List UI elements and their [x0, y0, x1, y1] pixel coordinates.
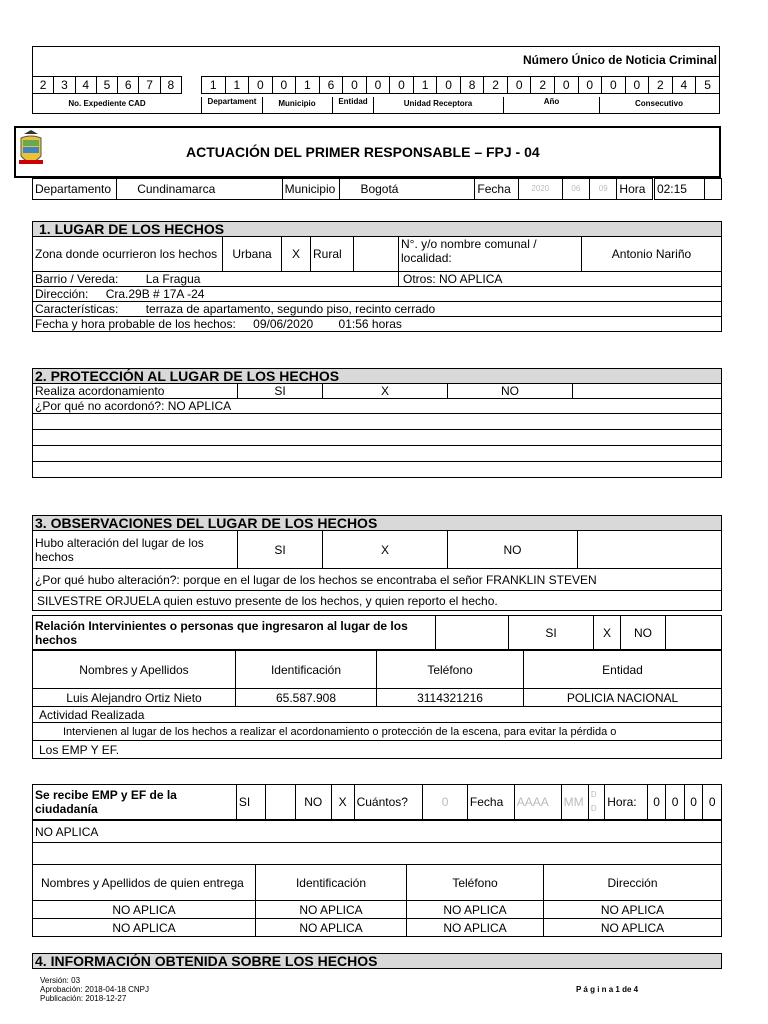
relacion-no: NO: [621, 616, 666, 650]
hora-label: Hora: [617, 179, 654, 200]
digit-a-6: 7: [139, 77, 160, 94]
caracteristicas-value: terraza de apartamento, segundo piso, recinto cerrado: [145, 302, 436, 316]
digit-b-18: 0: [602, 77, 626, 94]
footer-pagina: P á g i n a 1 de 4: [576, 985, 639, 994]
urbana-label: Urbana: [223, 237, 282, 272]
emp-col-direccion: Dirección: [544, 865, 722, 901]
emp-r1-telefono: NO APLICA: [407, 901, 544, 919]
digit-b-1: 1: [202, 77, 226, 94]
relacion-label: Relación Intervinientes o personas que ingresaron al lugar de los hechos: [33, 616, 436, 650]
relacion-mark: X: [594, 616, 621, 650]
direccion-value: Cra.29B # 17A -24: [105, 287, 205, 301]
caracteristicas-label: Características:: [35, 302, 119, 316]
emp-mm: MM: [561, 785, 588, 820]
caracteristicas-cell: [33, 302, 722, 317]
digit-a-1: 2: [33, 77, 54, 94]
section-4: [32, 953, 722, 969]
emp-r1-identificacion: NO APLICA: [256, 901, 407, 919]
digit-a-5: 6: [118, 77, 139, 94]
emp-row: [32, 784, 722, 820]
digit-b-16: 0: [554, 77, 578, 94]
acordonamiento-extra: [573, 384, 722, 399]
label-unidad: Unidad Receptora: [403, 99, 473, 108]
digit-b-11: 0: [437, 77, 461, 94]
emp-label: Se recibe EMP y EF de la ciudadanía: [33, 785, 237, 820]
cell-nombre: Luis Alejandro Ortiz Nieto: [33, 689, 236, 707]
hora-value: 02:15: [653, 179, 704, 200]
digits-b: [201, 76, 720, 94]
digit-a-7: 8: [160, 77, 181, 94]
fecha-hechos-cell: [33, 317, 722, 332]
digit-b-10: 1: [413, 77, 437, 94]
emp-cuantos-value: 0: [423, 785, 468, 820]
direccion-cell: [33, 287, 722, 302]
acordonamiento-si: SI: [238, 384, 323, 399]
municipio-label: Municipio: [282, 179, 340, 200]
relacion-extra: [666, 616, 722, 650]
alteracion-si: SI: [238, 531, 323, 569]
fecha-month: 06: [562, 179, 589, 200]
label-municipio: Municipio: [278, 99, 316, 108]
relacion-blank: [436, 616, 509, 650]
label-expediente: No. Expediente CAD: [68, 99, 146, 108]
label-consecutivo: Consecutivo: [634, 99, 683, 108]
actividad-label: Actividad Realizada: [33, 707, 722, 723]
digit-b-17: 0: [578, 77, 602, 94]
digit-b-8: 0: [366, 77, 390, 94]
footer-version: Versión: 03: [40, 976, 81, 985]
emp-si-box: [266, 785, 295, 820]
emp-hora: Hora:: [605, 785, 648, 820]
section-3-title: 3. OBSERVACIONES DEL LUGAR DE LOS HECHOS: [33, 516, 722, 531]
emp-no-aplica: NO APLICA: [33, 821, 722, 843]
digit-b-7: 0: [343, 77, 367, 94]
digits-a: [32, 76, 182, 94]
digit-b-2: 1: [225, 77, 249, 94]
acordonamiento-label: Realiza acordonamiento: [33, 384, 238, 399]
section-1-title: 1. LUGAR DE LOS HECHOS: [33, 222, 722, 237]
emp-blank: [33, 843, 722, 865]
label-anio: Año: [503, 97, 600, 113]
comunal-label: N°. y/o nombre comunal / localidad:: [399, 237, 582, 271]
fecha-hechos-label: Fecha y hora probable de los hechos:: [35, 317, 236, 331]
digit-b-14: 0: [507, 77, 531, 94]
fecha-label: Fecha: [475, 179, 519, 200]
actividad-line-2: Los EMP Y EF.: [33, 741, 722, 759]
emp-fecha: Fecha: [467, 785, 514, 820]
emp-hora-d4: 0: [703, 785, 722, 820]
barrio-value: La Fragua: [145, 272, 201, 286]
footer-aprobacion: Aprobación: 2018-04-18 CNPJ: [40, 985, 149, 994]
col-telefono: Teléfono: [377, 651, 524, 689]
digit-b-12: 8: [460, 77, 484, 94]
emp-col-telefono: Teléfono: [407, 865, 544, 901]
section-2-title: 2. PROTECCIÓN AL LUGAR DE LOS HECHOS: [33, 369, 722, 384]
cell-entidad: POLICIA NACIONAL: [524, 689, 722, 707]
blank-line-3: [33, 446, 722, 462]
departamento-label: Departamento: [33, 179, 117, 200]
emp-hora-d3: 0: [684, 785, 703, 820]
emp-mark: X: [331, 785, 354, 820]
direccion-label: Dirección:: [35, 287, 89, 301]
coat-of-arms-icon: [16, 128, 46, 172]
alteracion-label: Hubo alteración del lugar de los hechos: [33, 531, 238, 569]
cell-identificacion: 65.587.908: [236, 689, 377, 707]
comunal-value: Antonio Nariño: [611, 247, 692, 261]
digit-b-19: 0: [625, 77, 649, 94]
digit-a-4: 5: [96, 77, 117, 94]
emp-r2-direccion: NO APLICA: [544, 919, 722, 937]
emp-si: SI: [236, 785, 265, 820]
rural-label: Rural: [311, 237, 354, 272]
digit-b-21: 4: [672, 77, 696, 94]
emp-col-identificacion: Identificación: [256, 865, 407, 901]
label-entidad: Entidad: [332, 97, 374, 113]
emp-detail: [32, 820, 722, 937]
section-1: [32, 221, 722, 332]
zona-label: Zona donde ocurrieron los hechos: [33, 237, 223, 272]
blank-line-2: [33, 430, 722, 446]
digit-b-5: 1: [296, 77, 320, 94]
relacion-si: SI: [509, 616, 594, 650]
alteracion-no: NO: [448, 531, 578, 569]
relacion-row: [32, 615, 722, 650]
digit-b-15: 2: [531, 77, 555, 94]
cell-telefono: 3114321216: [377, 689, 524, 707]
section-3: [32, 515, 722, 611]
alteracion-mark: X: [323, 531, 448, 569]
fecha-day: 09: [590, 179, 617, 200]
digit-b-22: 5: [696, 77, 720, 94]
fecha-hechos-value: 09/06/2020: [253, 317, 314, 331]
porque-alteracion-1: ¿Por qué hubo alteración?: porque en el lugar de los hechos se encontraba el señor FRANKLIN STEVEN: [33, 569, 722, 591]
actividad-line-1: Intervienen al lugar de los hechos a realizar el acordonamiento o protección de la escena, para evitar la pérdida o: [33, 723, 722, 741]
emp-hora-d2: 0: [666, 785, 685, 820]
digit-a-3: 4: [75, 77, 96, 94]
digit-b-20: 2: [649, 77, 673, 94]
departamento-value: Cundinamarca: [117, 179, 282, 200]
digit-b-9: 0: [390, 77, 414, 94]
col-identificacion: Identificación: [236, 651, 377, 689]
digit-b-6: 6: [319, 77, 343, 94]
hora-extra: [704, 179, 721, 200]
hora-hechos-value: 01:56 horas: [338, 317, 402, 331]
footer-publicacion: Publicación: 2018-12-27: [40, 994, 127, 1003]
barrio-label: Barrio / Vereda:: [35, 272, 119, 286]
digit-b-13: 2: [484, 77, 508, 94]
digit-b-4: 0: [272, 77, 296, 94]
section-2: [32, 368, 722, 478]
digit-b-3: 0: [249, 77, 273, 94]
digit-a-2: 3: [54, 77, 75, 94]
barrio-cell: [33, 272, 399, 287]
col-entidad: Entidad: [524, 651, 722, 689]
title-meta-row: [32, 178, 722, 200]
emp-r1-direccion: NO APLICA: [544, 901, 722, 919]
noticia-label: Número Único de Noticia Criminal: [522, 53, 717, 67]
section-4-title: 4. INFORMACIÓN OBTENIDA SOBRE LOS HECHOS: [33, 954, 722, 969]
urbana-mark: X: [282, 237, 311, 272]
emp-r2-telefono: NO APLICA: [407, 919, 544, 937]
porque-no-acordono: ¿Por qué no acordonó?: NO APLICA: [33, 399, 722, 414]
alteracion-extra: [578, 531, 722, 569]
acordonamiento-no: NO: [448, 384, 573, 399]
emp-aaaa: AAAA: [514, 785, 561, 820]
emp-r2-identificacion: NO APLICA: [256, 919, 407, 937]
emp-hora-d1: 0: [647, 785, 666, 820]
emp-r2-nombre: NO APLICA: [33, 919, 256, 937]
emp-r1-nombre: NO APLICA: [33, 901, 256, 919]
porque-alteracion-2: SILVESTRE ORJUELA quien estuvo presente de los hechos, y quien reporto el hecho.: [33, 591, 722, 611]
intervinientes-table: [32, 650, 722, 759]
blank-line-4: [33, 462, 722, 478]
otros-value: Otros: NO APLICA: [399, 272, 722, 287]
blank-line-1: [33, 414, 722, 430]
fecha-year: 2020: [519, 179, 563, 200]
label-departamento: Departament: [201, 97, 263, 113]
municipio-value: Bogotá: [340, 179, 475, 200]
emp-col-nombres: Nombres y Apellidos de quien entrega: [33, 865, 256, 901]
emp-no: NO: [295, 785, 331, 820]
page-title: ACTUACIÓN DEL PRIMER RESPONSABLE – FPJ - 04: [186, 144, 540, 160]
emp-cuantos: Cuántos?: [354, 785, 423, 820]
acordonamiento-mark: X: [323, 384, 448, 399]
col-nombres: Nombres y Apellidos: [33, 651, 236, 689]
comunal-cell: [399, 237, 722, 272]
emp-dd: D D: [588, 785, 604, 820]
rural-mark: [354, 237, 399, 272]
